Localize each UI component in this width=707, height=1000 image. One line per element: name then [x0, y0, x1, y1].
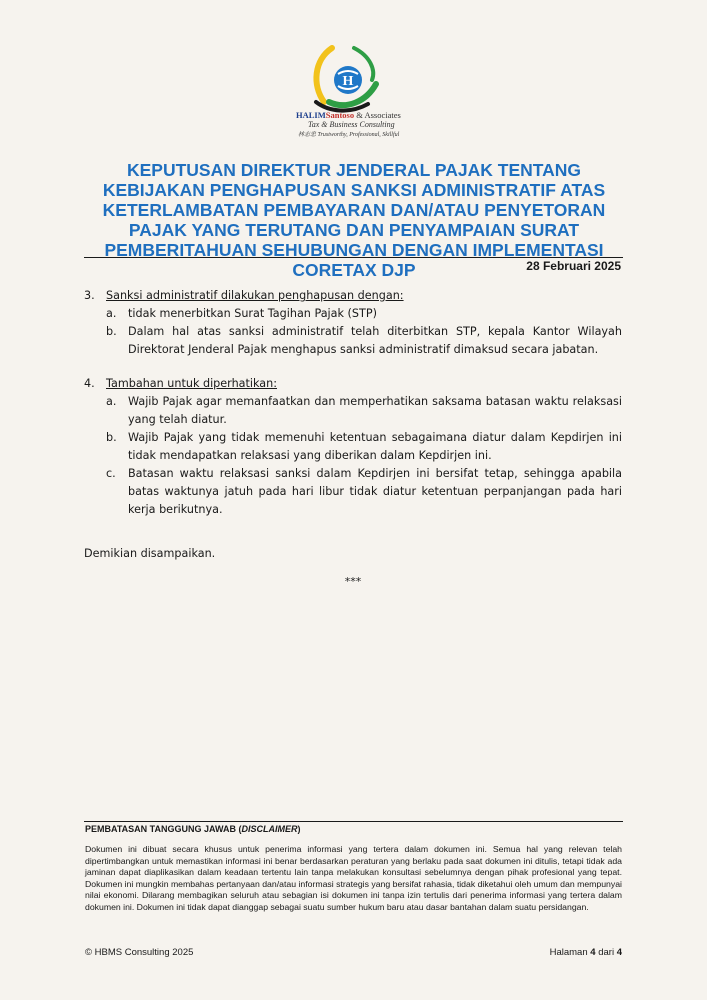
section-number: 4.: [84, 377, 95, 390]
logo-brand: HALIMSantoso & Associates: [296, 110, 401, 120]
logo-text: [296, 110, 416, 140]
section-title: Sanksi administratif dilakukan penghapusan dengan:: [106, 289, 404, 302]
section-4: [84, 375, 622, 519]
list-item: a. Wajib Pajak agar memanfaatkan dan memperhatikan saksama batasan waktu relaksasi yang telah diatur.: [106, 395, 622, 426]
section-number: 3.: [84, 289, 95, 302]
title-divider: [84, 257, 623, 258]
document-date: 28 Februari 2025: [526, 259, 621, 273]
document-body: [84, 287, 622, 591]
closing-text: Demikian disampaikan.: [84, 547, 216, 560]
footer-copyright: © HBMS Consulting 2025: [85, 947, 194, 958]
list-item: b. Wajib Pajak yang tidak memenuhi ketentuan sebagaimana diatur dalam Kepdirjen ini tidak mendapatkan relaksasi yang diberikan dalam Kepdirjen ini.: [106, 431, 622, 462]
svg-text:H: H: [342, 74, 354, 89]
logo-subtitle: Tax & Business Consulting: [308, 120, 395, 129]
disclaimer-divider: [84, 821, 623, 822]
logo-tagline: 林志忠 Trustworthy, Professional, Skillful: [298, 132, 400, 138]
section-3: [84, 287, 622, 359]
list-item: a. tidak menerbitkan Surat Tagihan Pajak (STP): [106, 307, 377, 320]
disclaimer-title: PEMBATASAN TANGGUNG JAWAB (DISCLAIMER): [85, 824, 301, 834]
disclaimer-body: Dokumen ini dibuat secara khusus untuk penerima informasi yang tertera dalam dokumen ini. Semua hal yang relevan telah dipertimbangkan untuk memastikan informasi ini benar berdasarkan peraturan yang berlaku pada saat dokumen ini ditulis, tetapi tidak ada jaminan dapat diaplikasikan dalam keadaan tertentu lain tanpa melakukan konsultasi sebelumnya dengan pihak profesional yang tepat. Dokumen ini mungkin membahas pertanyaan dan/atau informasi strategis yang bersifat rahasia, tidak diketahui oleh umum dan mempunyai nilai ekonomi. Dilarang membagikan seluruh atau sebagian isi dokumen ini tanpa izin tertulis dari penerima informasi yang tertera dalam dokumen ini. Dokumen ini tidak dapat dianggap sebagai suatu sumber hukum baru atau dasar bantahan dalam suatu persidangan.: [85, 844, 622, 912]
document-title: KEPUTUSAN DIREKTUR JENDERAL PAJAK TENTANG KEBIJAKAN PENGHAPUSAN SANKSI ADMINISTRATIF ATAS KETERLAMBATAN PEMBAYARAN DAN/ATAU PENYETORAN PAJAK YANG TERUTANG DAN PENYAMPAIAN SURAT PEMBERITAHUAN SEHUBUNGAN DENGAN IMPLEMENTASI CORETAX DJP: [102, 160, 606, 280]
section-title: Tambahan untuk diperhatikan:: [106, 377, 278, 390]
page-number: Halaman 4 dari 4: [549, 947, 622, 958]
list-item: c. Batasan waktu relaksasi sanksi dalam Kepdirjen ini bersifat tetap, sehingga apabila batas waktunya jatuh pada hari libur tidak diatur ketentuan perpanjangan pada hari kerja berikutnya.: [106, 467, 622, 516]
list-item: b. Dalam hal atas sanksi administratif telah diterbitkan STP, kepala Kantor Wilayah Direktorat Jenderal Pajak menghapus sanksi administratif dimaksud secara jabatan.: [106, 325, 622, 356]
separator: ***: [344, 575, 362, 588]
